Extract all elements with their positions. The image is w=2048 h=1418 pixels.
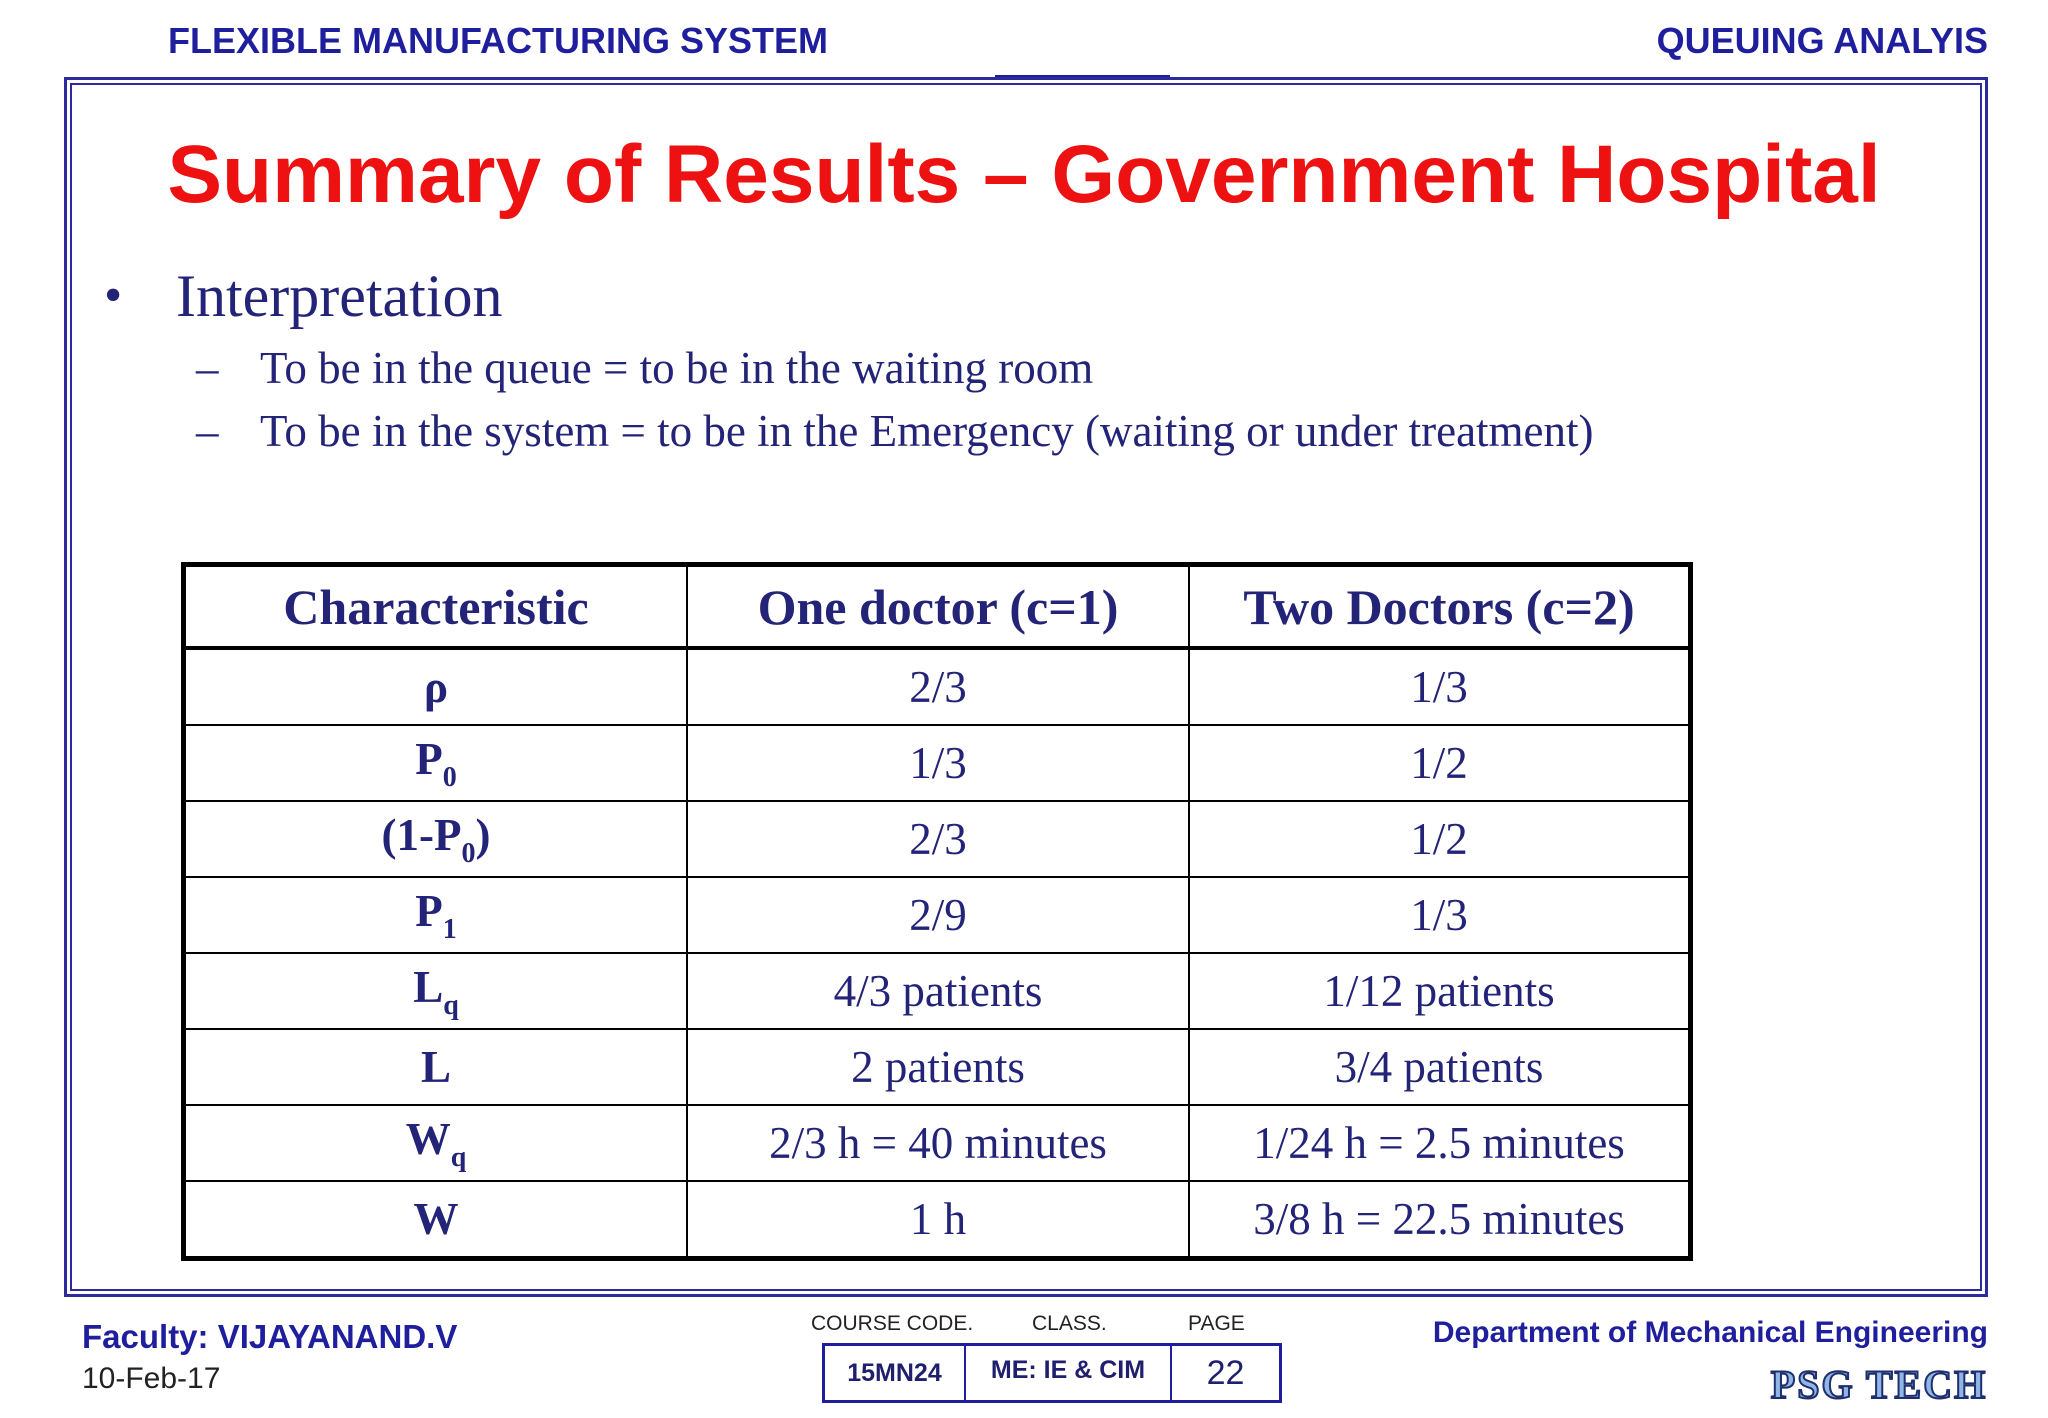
faculty-name: Faculty: VIJAYANAND.V [82,1318,458,1355]
characteristic-sym: P [415,885,443,936]
two-doctors-value: 1/24 h = 2.5 minutes [1189,1105,1691,1181]
characteristic-cell [184,1181,688,1259]
two-doctors-value: 1/2 [1189,725,1691,801]
characteristic-sym: ρ [423,662,449,712]
two-doctors-value: 1/3 [1189,877,1691,953]
logo-lettering: PSG TECH [1770,1362,1988,1406]
characteristic-cell [184,1029,688,1105]
slide-title: Summary of Results – Government Hospital [167,129,1881,220]
header-topic: QUEUING ANALYIS [1656,20,1988,61]
column-header-one-doctor: One doctor (c=1) [687,565,1189,649]
characteristic-sub: q [450,1141,467,1173]
characteristic-sub: 1 [442,913,457,945]
characteristic-sym: P [433,809,462,860]
characteristic-cell [184,725,688,801]
department-name: Department of Mechanical Engineering [1432,1316,1988,1349]
table-row [184,953,1691,1029]
two-doctors-value: 3/4 patients [1189,1029,1691,1105]
table-row [184,1181,1691,1259]
two-doctors-value: 1/12 patients [1189,953,1691,1029]
sub-bullet-system: To be in the system = to be in the Emergency (waiting or under treatment) [260,406,1594,456]
course-code-value: 15MN24 [825,1346,966,1400]
sub-bullet-queue: To be in the queue = to be in the waiting room [260,343,1094,393]
characteristic-cell [184,648,688,725]
characteristic-cell [184,953,688,1029]
table-row [184,801,1691,877]
results-table [181,562,1693,1261]
characteristic-sym: L [413,961,444,1012]
characteristic-cell [184,801,688,877]
characteristic-sym: L [420,1042,451,1092]
sub-bullet-marker: – [196,406,219,456]
characteristic-sub: 0 [461,837,476,869]
column-header-characteristic: Characteristic [184,565,688,649]
course-info-box [822,1343,1282,1403]
column-header-two-doctors: Two Doctors (c=2) [1189,565,1691,649]
two-doctors-value: 3/8 h = 22.5 minutes [1189,1181,1691,1259]
one-doctor-value: 2/3 [687,801,1189,877]
characteristic-sym: W [413,1194,459,1244]
one-doctor-value: 1/3 [687,725,1189,801]
table-row [184,725,1691,801]
one-doctor-value: 2/9 [687,877,1189,953]
bullet-heading: Interpretation [176,263,503,329]
characteristic-cell [184,1105,688,1181]
characteristic-sym: W [405,1113,451,1164]
characteristic-post: ) [475,809,491,860]
characteristic-cell [184,877,688,953]
course-code-label: COURSE CODE. [811,1312,974,1335]
page-label: PAGE [1188,1312,1245,1335]
one-doctor-value: 2/3 [687,648,1189,725]
table-header-row [184,565,1691,649]
bullet-marker: • [104,267,123,324]
table-body [184,648,1691,1259]
class-value: ME: IE & CIM [966,1346,1172,1400]
one-doctor-value: 2 patients [687,1029,1189,1105]
class-label: CLASS. [1032,1312,1107,1335]
characteristic-pre: (1- [381,809,434,860]
one-doctor-value: 4/3 patients [687,953,1189,1029]
table-row [184,877,1691,953]
table-row [184,1029,1691,1105]
characteristic-sym: P [415,733,443,784]
characteristic-sub: q [443,989,459,1021]
two-doctors-value: 1/2 [1189,801,1691,877]
psg-tech-logo [1768,1360,1990,1406]
table-row [184,648,1691,725]
one-doctor-value: 2/3 h = 40 minutes [687,1105,1189,1181]
two-doctors-value: 1/3 [1189,648,1691,725]
page-number: 22 [1206,1353,1245,1392]
slide-date: 10-Feb-17 [82,1362,221,1395]
characteristic-sub: 0 [442,761,457,793]
sub-bullet-marker: – [196,343,219,393]
header-course-title: FLEXIBLE MANUFACTURING SYSTEM [168,20,829,61]
table-row [184,1105,1691,1181]
one-doctor-value: 1 h [687,1181,1189,1259]
